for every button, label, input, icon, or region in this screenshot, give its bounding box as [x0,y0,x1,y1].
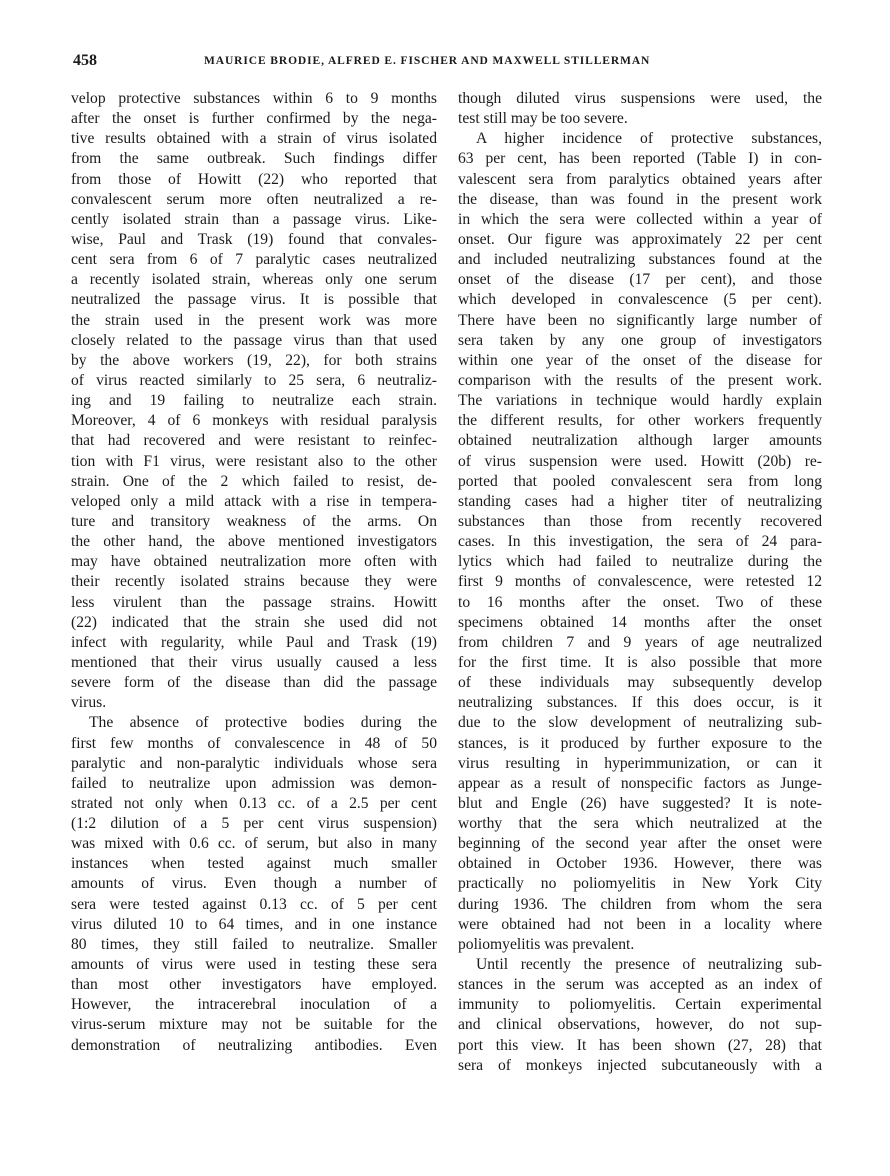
text-line: within one year of the onset of the disease for [458,351,822,369]
text-line: worthy that the sera which neutralized at the [458,815,822,833]
text-line: appear as a result of nonspecific factors as Junge- [458,774,822,792]
text-line: of virus suspension were used. Howitt (20b) re- [458,452,822,470]
text-line: by the above workers (19, 22), for both strains [71,351,437,369]
text-line: than most other investigators have employed. [71,976,437,994]
text-line: wise, Paul and Trask (19) found that convales- [71,230,437,248]
text-line: specimens obtained 14 months after the onset [458,613,822,631]
text-line: strated not only when 0.13 cc. of a 2.5 per cent [71,794,437,812]
text-line: ture and transitory weakness of the arms. On [71,512,437,530]
text-line: less virulent than the passage strains. Howitt [71,593,437,611]
text-line: were obtained had not been in a locality where [458,915,822,933]
text-line: ing and 19 failing to neutralize each strain. [71,392,437,410]
text-line: amounts of virus. Even though a number of [71,875,437,893]
text-line: in which the sera were collected within a year of [458,210,822,228]
text-line: the other hand, the above mentioned investigators [71,533,437,551]
text-line: There have been no significantly large number of [458,311,822,329]
text-line: poliomyelitis was prevalent. [458,935,635,953]
text-line: the strain used in the present work was more [71,311,437,329]
text-line: from those of Howitt (22) who reported that [71,170,437,188]
text-line: for the first time. It is also possible that more [458,653,822,671]
text-line: though diluted virus suspensions were used, the [458,90,822,107]
text-line: during 1936. The children from whom the sera [458,895,822,913]
text-line: which developed in convalescence (5 per cent). [458,291,822,309]
text-line: Until recently the presence of neutralizing sub- [476,956,822,974]
text-line: sera of monkeys injected subcutaneously with a [458,1056,822,1074]
running-head-authors: MAURICE BRODIE, ALFRED E. FISCHER AND MAXWELL STILLERMAN [204,55,651,67]
text-line: the disease, than was found in the present work [458,190,822,208]
text-line: stances, is it produced by further exposure to the [458,734,822,752]
text-line: their recently isolated strains because they were [71,573,437,591]
text-line: port this view. It has been shown (27, 28) that [458,1036,822,1054]
text-line: valescent sera from paralytics obtained years after [458,170,822,188]
text-line: test still may be too severe. [458,110,628,128]
text-line: cently isolated strain than a passage virus. Like- [71,210,437,228]
text-line: neutralizing substances. If this does occur, is it [458,694,822,712]
text-line: 80 times, they still failed to neutralize. Smaller [71,935,437,953]
text-line: (1:2 dilution of a 5 per cent virus suspension) [71,815,437,833]
text-line: convalescent serum more often neutralized a re- [71,190,437,208]
text-line: of virus reacted similarly to 25 sera, 6 neutraliz- [71,371,437,389]
text-line: strain. One of the 2 which failed to resist, de- [71,472,437,490]
text-line: first few months of convalescence in 48 of 50 [71,734,437,752]
text-line: failed to neutralize upon admission was demon- [71,774,437,792]
text-line: onset of the disease (17 per cent), and those [458,271,822,289]
text-line: due to the slow development of neutralizing sub- [458,714,822,732]
text-line: tion with F1 virus, were resistant also to the other [71,452,437,470]
text-line: and clinical observations, however, do not sup- [458,1016,822,1034]
text-line: mentioned that their virus usually caused a less [71,653,437,671]
text-line: (22) indicated that the strain she used did not [71,613,437,631]
text-line: that had recovered and were resistant to reinfec- [71,432,437,450]
page-number: 458 [73,52,97,69]
text-line: comparison with the results of the present work. [458,371,822,389]
text-line: of these individuals may subsequently develop [458,674,822,692]
text-line: a recently isolated strain, whereas only one serum [71,271,437,289]
text-line: sera were tested against 0.13 cc. of 5 per cent [71,895,437,913]
text-line: closely related to the passage virus than that used [71,331,437,349]
text-line: to 16 months after the onset. Two of these [458,593,822,611]
text-line: was mixed with 0.6 cc. of serum, but also in many [71,835,437,853]
text-line: onset. Our figure was approximately 22 per cent [458,230,822,248]
text-line: stances in the serum was accepted as an index of [458,976,822,994]
text-line: neutralized the passage virus. It is possible that [71,291,437,309]
text-line: practically no poliomyelitis in New York City [458,875,822,893]
text-line: sera taken by any one group of investigators [458,331,822,349]
text-line: amounts of virus were used in testing these sera [71,956,437,974]
text-line: infect with regularity, while Paul and Trask (19) [71,633,437,651]
text-line: cases. In this investigation, the sera of 24 para- [458,533,822,551]
text-line: and included neutralizing substances found at the [458,251,822,269]
right-column [458,89,822,1076]
text-line: substances than those from recently recovered [458,512,822,530]
text-line: obtained neutralization although larger amounts [458,432,822,450]
text-line: velop protective substances within 6 to 9 months [71,90,437,107]
running-head [73,52,823,72]
text-line: demonstration of neutralizing antibodies. Even [71,1036,437,1054]
text-line: lytics which had failed to neutralize during the [458,553,822,571]
text-line: The absence of protective bodies during the [89,714,437,732]
text-line: from children 7 and 9 years of age neutralized [458,633,822,651]
left-column [71,89,437,1056]
text-line: the different results, for other workers frequently [458,412,822,430]
text-line: from the same outbreak. Such findings differ [71,150,437,168]
text-line: severe form of the disease than did the passage [71,674,437,692]
text-line: veloped only a mild attack with a rise in tempera- [71,492,437,510]
text-line: ported that pooled convalescent sera from long [458,472,822,490]
text-line: Moreover, 4 of 6 monkeys with residual paralysis [71,412,437,430]
text-line: obtained in October 1936. However, there was [458,855,822,873]
text-line: beginning of the second year after the onset were [458,835,822,853]
text-line: The variations in technique would hardly explain [458,392,822,410]
text-line: However, the intracerebral inoculation of a [71,996,437,1014]
text-line: virus resulting in hyperimmunization, or can it [458,754,822,772]
text-line: standing cases had a higher titer of neutralizing [458,492,822,510]
text-line: paralytic and non-paralytic individuals whose sera [71,754,437,772]
text-line: blut and Engle (26) have suggested? It is note- [458,794,822,812]
text-line: cent sera from 6 of 7 paralytic cases neutralized [71,251,437,269]
text-line: instances when tested against much smaller [71,855,437,873]
text-line: 63 per cent, has been reported (Table I) in con- [458,150,822,168]
text-line: tive results obtained with a strain of virus isolated [71,130,437,148]
text-line: after the onset is further confirmed by the nega- [71,110,437,128]
text-line: immunity to poliomyelitis. Certain experimental [458,996,822,1014]
text-line: virus diluted 10 to 64 times, and in one instance [71,915,437,933]
text-line: virus-serum mixture may not be suitable for the [71,1016,437,1034]
text-line: first 9 months of convalescence, were retested 12 [458,573,822,591]
text-line: virus. [71,694,107,712]
text-line: may have obtained neutralization more often with [71,553,437,571]
text-line: A higher incidence of protective substances, [476,130,822,148]
